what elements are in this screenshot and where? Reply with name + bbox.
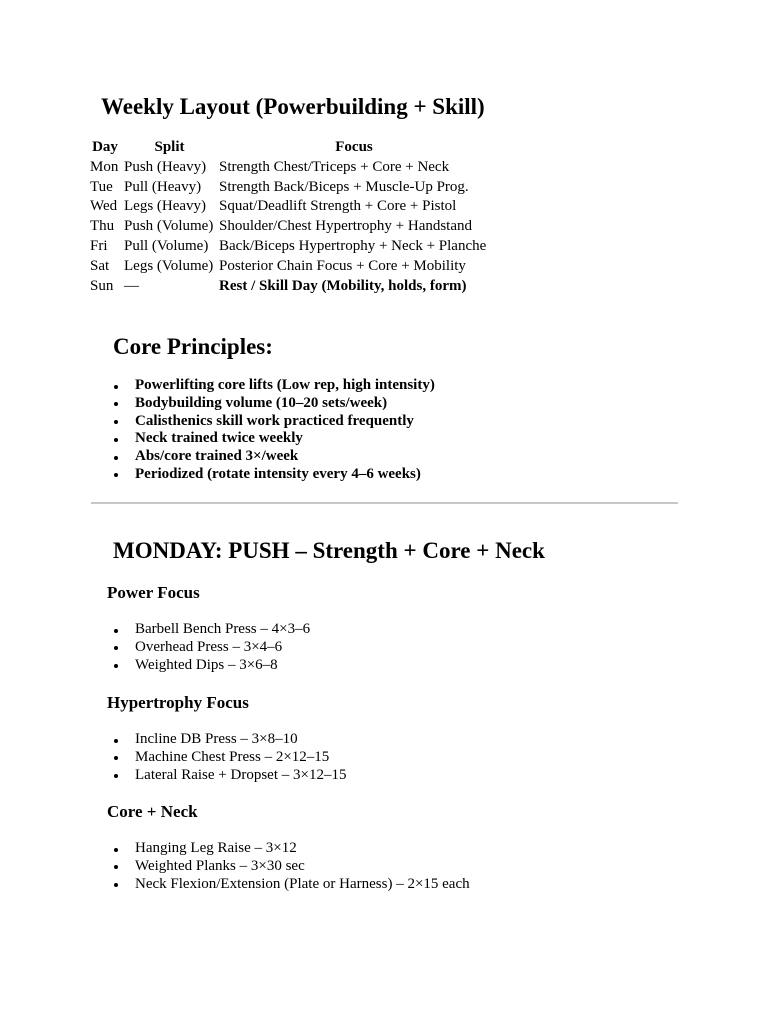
- bullet-icon: [114, 774, 118, 778]
- list-item: [113, 377, 435, 395]
- list-item-text: Hanging Leg Raise – 3×12: [135, 840, 297, 856]
- day-cell: Fri: [90, 237, 108, 254]
- table-row: [88, 178, 491, 198]
- split-cell: —: [124, 277, 139, 294]
- table-row: [88, 158, 491, 178]
- bullet-icon: [114, 420, 118, 424]
- bullet-icon: [114, 402, 118, 406]
- split-cell: Pull (Heavy): [124, 178, 202, 195]
- list-item: [113, 413, 435, 431]
- bullet-icon: [114, 756, 118, 760]
- list-item-text: Neck Flexion/Extension (Plate or Harness) – 2×15 each: [135, 875, 470, 892]
- core-neck-heading: Core + Neck: [107, 802, 198, 821]
- list-item: [113, 840, 470, 858]
- list-item-text: Bodybuilding volume (10–20 sets/week): [135, 394, 388, 411]
- focus-cell: Strength Chest/Triceps + Core + Neck: [219, 158, 450, 175]
- day-cell: Mon: [90, 158, 119, 175]
- bullet-icon: [114, 865, 118, 869]
- list-item: [113, 657, 310, 675]
- list-item-text: Periodized (rotate intensity every 4–6 weeks): [135, 465, 421, 482]
- day-cell: Wed: [90, 198, 118, 215]
- focus-cell: Rest / Skill Day (Mobility, holds, form): [219, 277, 467, 294]
- list-item: [113, 621, 310, 639]
- list-item-text: Machine Chest Press – 2×12–15: [135, 748, 330, 765]
- focus-header: Focus: [335, 139, 373, 155]
- day-cell: Sat: [90, 257, 110, 274]
- weekly-layout-title: Weekly Layout (Powerbuilding + Skill): [101, 94, 485, 119]
- day-cell: Thu: [90, 218, 115, 235]
- power-focus-list: [113, 621, 310, 674]
- list-item-text: Calisthenics skill work practiced frequently: [135, 412, 414, 429]
- monday-title: MONDAY: PUSH – Strength + Core + Neck: [113, 538, 545, 563]
- table-row: [88, 237, 491, 257]
- split-cell: Push (Volume): [124, 218, 214, 235]
- list-item: [113, 466, 435, 484]
- bullet-icon: [114, 646, 118, 650]
- bullet-icon: [114, 385, 118, 389]
- split-cell: Legs (Volume): [124, 257, 214, 274]
- list-item-text: Weighted Planks – 3×30 sec: [135, 857, 305, 874]
- bullet-icon: [114, 438, 118, 442]
- table-row: [88, 277, 491, 297]
- table-row: [88, 257, 491, 277]
- bullet-icon: [114, 739, 118, 743]
- bullet-icon: [114, 629, 118, 633]
- list-item: [113, 448, 435, 466]
- list-item-text: Abs/core trained 3×/week: [135, 448, 299, 465]
- focus-cell: Posterior Chain Focus + Core + Mobility: [219, 257, 466, 274]
- split-cell: Push (Heavy): [124, 158, 207, 175]
- focus-cell: Back/Biceps Hypertrophy + Neck + Planche: [219, 237, 487, 254]
- list-item: [113, 749, 346, 767]
- focus-cell: Strength Back/Biceps + Muscle-Up Prog.: [219, 178, 469, 195]
- bullet-icon: [114, 883, 118, 887]
- list-item: [113, 395, 435, 413]
- weekly-schedule-table: [88, 138, 491, 296]
- list-item: [113, 858, 470, 876]
- day-header: Day: [92, 139, 118, 155]
- list-item: [113, 430, 435, 448]
- split-cell: Legs (Heavy): [124, 198, 207, 215]
- bullet-icon: [114, 456, 118, 460]
- list-item-text: Overhead Press – 3×4–6: [135, 638, 283, 655]
- day-cell: Sun: [90, 277, 114, 294]
- table-row: [88, 217, 491, 237]
- principles-list: [113, 377, 435, 484]
- list-item: [113, 731, 346, 749]
- table-header-row: [88, 138, 491, 158]
- bullet-icon: [114, 848, 118, 852]
- split-header: Split: [154, 139, 185, 155]
- list-item: [113, 876, 470, 894]
- list-item: [113, 639, 310, 657]
- list-item-text: Weighted Dips – 3×6–8: [135, 656, 278, 673]
- power-focus-heading: Power Focus: [107, 583, 200, 602]
- table-row: [88, 197, 491, 217]
- split-cell: Pull (Volume): [124, 237, 209, 254]
- list-item: [113, 767, 346, 785]
- day-cell: Tue: [90, 178, 113, 195]
- bullet-icon: [114, 664, 118, 668]
- hypertrophy-focus-heading: Hypertrophy Focus: [107, 693, 249, 712]
- focus-cell: Squat/Deadlift Strength + Core + Pistol: [219, 198, 457, 215]
- horizontal-divider: [91, 502, 678, 504]
- hypertrophy-focus-list: [113, 731, 346, 784]
- list-item-text: Powerlifting core lifts (Low rep, high intensity): [135, 377, 435, 393]
- list-item-text: Incline DB Press – 3×8–10: [135, 731, 298, 747]
- list-item-text: Barbell Bench Press – 4×3–6: [135, 621, 311, 637]
- focus-cell: Shoulder/Chest Hypertrophy + Handstand: [219, 218, 473, 235]
- list-item-text: Neck trained twice weekly: [135, 430, 303, 447]
- core-neck-list: [113, 840, 470, 893]
- bullet-icon: [114, 473, 118, 477]
- core-principles-title: Core Principles:: [113, 334, 273, 359]
- list-item-text: Lateral Raise + Dropset – 3×12–15: [135, 766, 347, 783]
